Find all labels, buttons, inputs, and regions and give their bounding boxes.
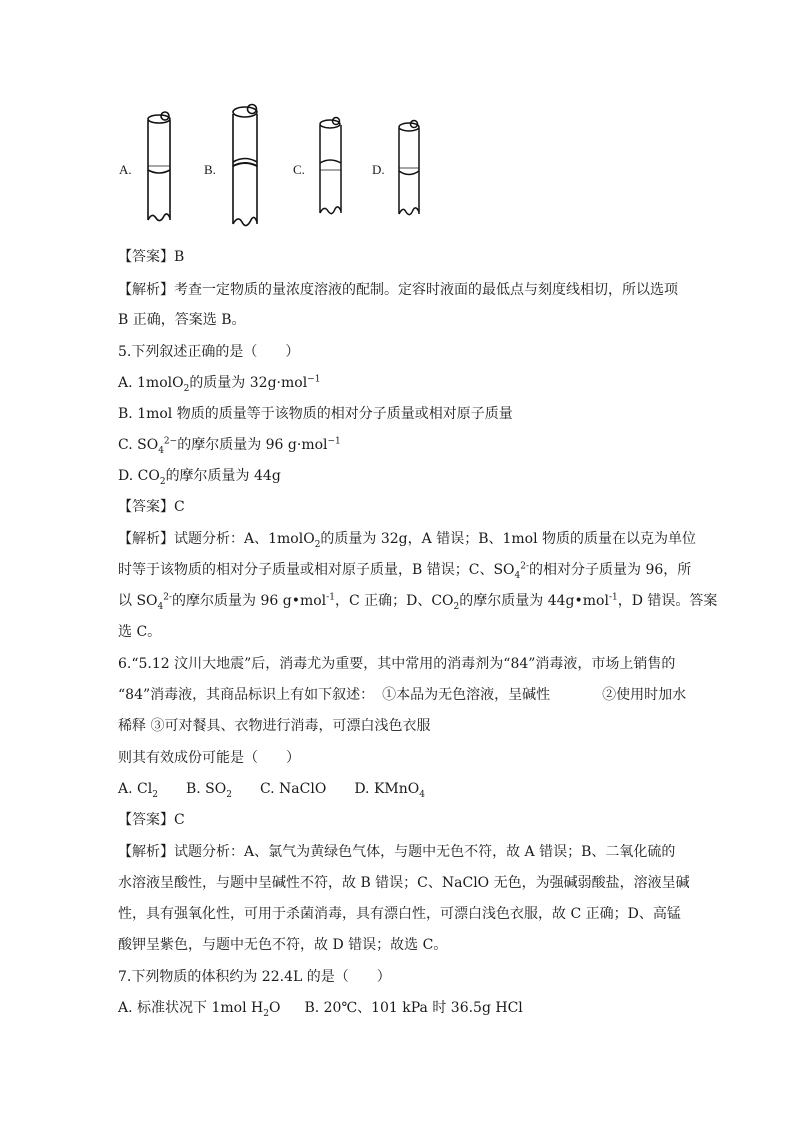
q6-analysis-line-2: 水溶液呈酸性，与题中呈碱性不符，故 B 错误；C、NaClO 无色，为强碱弱酸盐，溶液呈碱 — [118, 875, 690, 891]
q6-stem-line-2: “84”消毒液，其商品标识上有如下叙述： ①本品为无色溶液，呈碱性 ②使用时加水 — [118, 687, 687, 703]
q7-option-a: A. 标准状况下 1mol $H_2O$ — [118, 1000, 281, 1019]
q6-option-d: D. KMnO$_4$ — [354, 781, 425, 800]
q5-analysis-line-1: 【解析】试题分析：A、1molO$_2$的质量为 32g，A 错误；B、1mol 物质的质量在以克为单位 — [118, 531, 697, 550]
q5-analysis-line-4: 选 C。 — [118, 624, 162, 640]
q6-analysis-line-1: 【解析】试题分析：A、氯气为黄绿色气体，与题中无色不符，故 A 错误；B、二氧化硫的 — [118, 844, 676, 860]
q6-options — [118, 780, 425, 798]
q6-analysis-line-4: 酸钾呈紫色，与题中无色不符，故 D 错误；故选 C。 — [118, 937, 448, 953]
option-b-label: B. — [204, 162, 216, 177]
q6-option-c: C. NaClO — [259, 781, 327, 797]
option-a-label: A. — [119, 162, 132, 177]
q4-analysis-line-1: 【解析】考查一定物质的量浓度溶液的配制。定容时液面的最低点与刻度线相切，所以选项 — [118, 282, 678, 298]
q6-stem-line-1: 6.“5.12 汶川大地震”后，消毒尤为重要，其中常用的消毒剂为“84”消毒液，市场上销售的 — [118, 656, 676, 672]
tube-c-image — [313, 115, 349, 219]
q5-stem: 5.下列叙述正确的是（ ） — [118, 344, 300, 360]
q6-option-a: A. $Cl_2$ — [118, 781, 158, 800]
q7-options — [118, 999, 523, 1017]
q5-option-c: C. $SO_4^{2-}$的摩尔质量为 96 g·mol$^{-1}$ — [118, 436, 341, 456]
tube-d-image — [392, 118, 428, 220]
tube-a-image — [140, 108, 180, 226]
q5-analysis-line-3: 以 $SO_4^{2-}$的摩尔质量为 96 g•mol$^{-1}$，C 正确；D、$CO_2$的摩尔质量为 44g•mol$^{-1}$，D 错误。答案 — [118, 592, 718, 612]
q7-stem: 7.下列物质的体积约为 22.4L 的是（ ） — [118, 969, 391, 985]
q5-analysis-line-2: 时等于该物质的相对分子质量或相对原子质量，B 错误；C、$SO_4^{2-}$的相对分子质量为 96，所 — [118, 561, 692, 581]
tube-b-image — [224, 100, 268, 232]
q5-option-d: D. $CO_2$的摩尔质量为 44g — [118, 468, 281, 487]
q6-stem-line-4: 则其有效成份可能是（ ） — [118, 750, 300, 766]
option-d-label: D. — [372, 162, 385, 177]
q4-analysis-line-2: B 正确，答案选 B。 — [118, 312, 246, 328]
q4-answer: 【答案】B — [118, 249, 185, 265]
q6-analysis-line-3: 性，具有强氧化性，可用于杀菌消毒，具有漂白性，可漂白浅色衣服，故 C 正确；D、高锰 — [118, 906, 681, 922]
q7-option-b: B. 20℃、101 kPa 时 36.5g HCl — [304, 1000, 523, 1016]
q5-option-a: A. 1molO$_2$的质量为 32g·mol$^{-1}$ — [118, 374, 321, 394]
q6-answer: 【答案】C — [118, 812, 185, 828]
q6-option-b: B. $SO_2$ — [185, 781, 232, 800]
option-c-label: C. — [293, 162, 305, 177]
q5-option-b: B. 1mol 物质的质量等于该物质的相对分子质量或相对原子质量 — [118, 406, 513, 422]
q6-stem-line-3: 稀释 ③可对餐具、衣物进行消毒，可漂白浅色衣服 — [118, 718, 431, 734]
q5-answer: 【答案】C — [118, 499, 185, 515]
